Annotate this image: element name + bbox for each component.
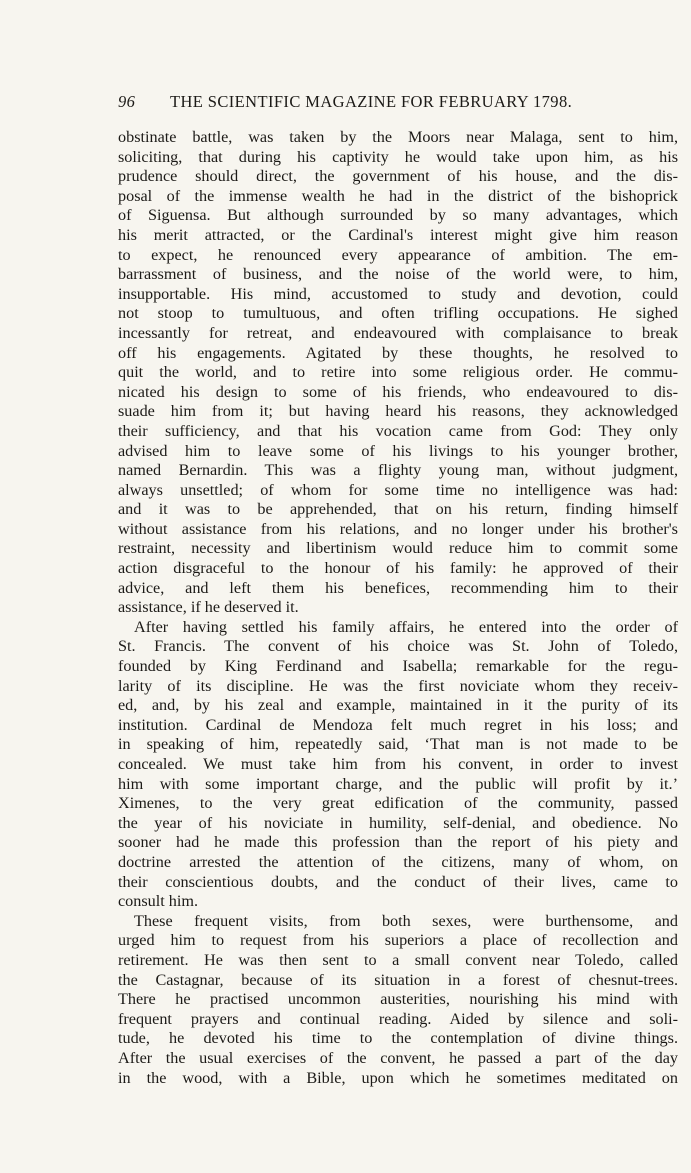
text-line: without assistance from his relations, and no longer under his brother's xyxy=(118,519,678,538)
text-line: concealed. We must take him from his convent, in order to invest xyxy=(118,755,678,773)
text-line: obstinate battle, was taken by the Moors near Malaga, sent to him, xyxy=(118,128,678,146)
text-line: doctrine arrested the attention of the citizens, many of whom, on xyxy=(118,852,678,871)
text-line: to expect, he renounced every appearance of ambition. The em- xyxy=(118,245,678,264)
text-line: in speaking of him, repeatedly said, ‘That man is not made to be xyxy=(118,735,678,754)
paragraph-start-line: After having settled his family affairs, he entered into the order of xyxy=(134,617,678,636)
text-line: advice, and left them his benefices, recommending him to their xyxy=(118,578,678,597)
text-line: ed, and, by his zeal and example, maintained in it the purity of its xyxy=(118,696,678,715)
text-line: restraint, necessity and libertinism would reduce him to commit some xyxy=(118,539,678,558)
text-line: not stoop to tumultuous, and often trifling occupations. He sighed xyxy=(118,304,678,323)
text-line: his merit attracted, or the Cardinal's interest might give him reason xyxy=(118,225,678,244)
text-line: their conscientious doubts, and the conduct of their lives, came to xyxy=(118,872,678,891)
text-line: their sufficiency, and that his vocation came from God: They only xyxy=(118,421,678,440)
text-line: incessantly for retreat, and endeavoured with complaisance to break xyxy=(118,323,678,342)
text-line: posal of the immense wealth he had in the district of the bishoprick xyxy=(118,186,678,205)
text-line: St. Francis. The convent of his choice was St. John of Toledo, xyxy=(118,637,678,656)
text-line: him with some important charge, and the public will profit by it.’ xyxy=(118,774,678,793)
text-line: founded by King Ferdinand and Isabella; remarkable for the regu- xyxy=(118,657,678,676)
text-line: soliciting, that during his captivity he would take upon him, as his xyxy=(118,147,678,166)
text-line: quit the world, and to retire into some religious order. He commu- xyxy=(118,363,678,382)
text-line: After the usual exercises of the convent, he passed a part of the day xyxy=(118,1048,678,1067)
text-line: off his engagements. Agitated by these thoughts, he resolved to xyxy=(118,343,678,362)
text-line: prudence should direct, the government of his house, and the dis- xyxy=(118,167,678,186)
text-line: barrassment of business, and the noise of the world were, to him, xyxy=(118,265,678,284)
text-line: urged him to request from his superiors a place of recollection and xyxy=(118,931,678,950)
text-line: There he practised uncommon austerities, nourishing his mind with xyxy=(118,990,678,1009)
text-line: Ximenes, to the very great edification of the community, passed xyxy=(118,794,678,813)
text-line: tude, he devoted his time to the contemplation of divine things. xyxy=(118,1029,678,1048)
text-line: nicated his design to some of his friends, who endeavoured to dis- xyxy=(118,382,678,401)
text-line: sooner had he made this profession than the report of his piety and xyxy=(118,833,678,852)
text-line: suade him from it; but having heard his reasons, they acknowledged xyxy=(118,402,678,421)
paragraph-end-line: assistance, if he deserved it. xyxy=(118,598,299,617)
text-line: of Siguensa. But although surrounded by so many advantages, which xyxy=(118,206,678,225)
text-line: and it was to be apprehended, that on his return, finding himself xyxy=(118,500,678,519)
running-header xyxy=(118,92,678,112)
text-line: institution. Cardinal de Mendoza felt much regret in his loss; and xyxy=(118,715,678,734)
text-line: advised him to leave some of his livings to his younger brother, xyxy=(118,441,678,460)
text-line: larity of its discipline. He was the first noviciate whom they receiv- xyxy=(118,676,678,695)
text-line: named Bernardin. This was a flighty young man, without judgment, xyxy=(118,461,678,480)
text-line: retirement. He was then sent to a small convent near Toledo, called xyxy=(118,950,678,969)
running-title: THE SCIENTIFIC MAGAZINE FOR FEBRUARY 1798. xyxy=(170,92,573,111)
text-line: the year of his noviciate in humility, self-denial, and obedience. No xyxy=(118,813,678,832)
text-line: action disgraceful to the honour of his family: he approved of their xyxy=(118,559,678,578)
text-line: frequent prayers and continual reading. Aided by silence and soli- xyxy=(118,1009,678,1028)
text-line: the Castagnar, because of its situation in a forest of chesnut-trees. xyxy=(118,970,678,989)
paragraph-start-line: These frequent visits, from both sexes, were burthensome, and xyxy=(134,911,678,930)
text-line: always unsettled; of whom for some time no intelligence was had: xyxy=(118,480,678,499)
article-body xyxy=(118,128,678,1088)
text-line: in the wood, with a Bible, upon which he sometimes meditated on xyxy=(118,1068,678,1087)
paragraph-end-line: consult him. xyxy=(118,892,199,911)
page-number: 96 xyxy=(118,92,136,111)
text-line: insupportable. His mind, accustomed to study and devotion, could xyxy=(118,284,678,303)
